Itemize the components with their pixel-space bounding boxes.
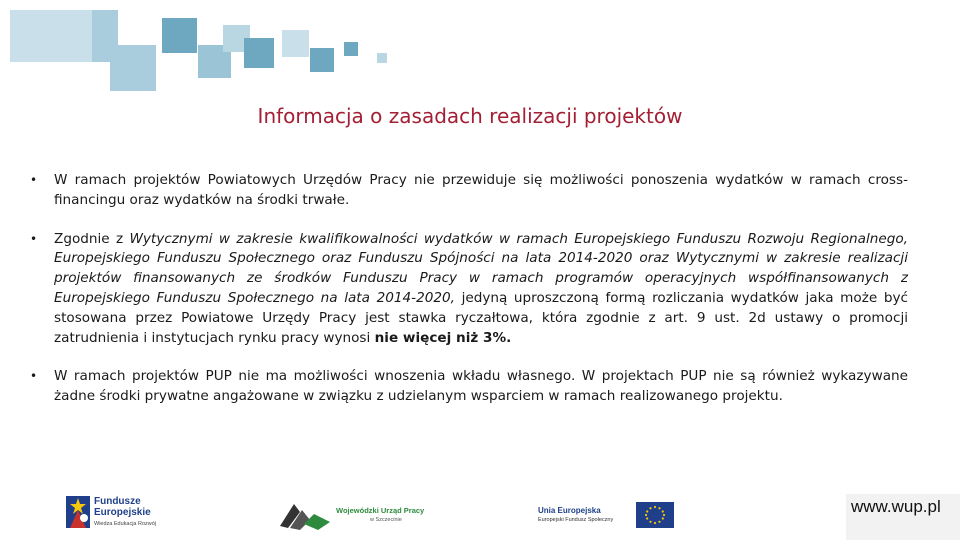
deco-square xyxy=(282,30,309,57)
wup-line2: w Szczecinie xyxy=(370,517,402,523)
ue-line1: Unia Europejska xyxy=(538,506,601,515)
fe-star-icon xyxy=(66,496,90,528)
deco-square xyxy=(377,53,387,63)
wup-logo xyxy=(280,500,440,530)
content-list xyxy=(28,171,908,426)
slide-title: Informacja o zasadach realizacji projektów xyxy=(257,104,683,128)
rate-highlight: nie więcej niż 3%. xyxy=(374,329,512,346)
bullet-text: jedyną uproszczoną formą rozliczania wydatków jaka może być stosowana przez Powiatowe Urzędy Pracy jest stawka ryczałtowa, która zgodnie z art. 9 ust. 2d ustawy o promocji zatrudnienia i instytucjach rynku pracy wynosi xyxy=(54,289,908,346)
bullet-flat-rate xyxy=(28,230,908,349)
deco-square xyxy=(310,48,334,72)
guidelines-reference: Wytycznymi w zakresie kwalifikowalności wydatków w ramach Europejskiego Funduszu Rozwoju Regionalnego, Europejskiego Funduszu Społecznego oraz Funduszu Spójności na lata 2014-2020 oraz Wytycznymi w zakresie realizacji projektów finansowanych ze środków Funduszu Pracy w ramach programów operacyjnych współfinansowanych z Europejskiego Funduszu Społecznego na lata 2014-2020, xyxy=(54,230,908,306)
deco-square xyxy=(344,42,358,56)
website-url: www.wup.pl xyxy=(851,497,941,516)
deco-square xyxy=(162,18,197,53)
fe-line1: Fundusze xyxy=(94,496,141,507)
fe-line3: Wiedza Edukacja Rozwój xyxy=(94,521,157,527)
wup-emblem-icon xyxy=(280,500,332,530)
bullet-text: Zgodnie z xyxy=(54,230,130,247)
deco-square xyxy=(244,38,274,68)
fe-line2: Europejskie xyxy=(94,507,151,518)
bullet-cross-financing: • W ramach projektów Powiatowych Urzędów Pracy nie przewiduje się możliwości ponoszenia wydatków w ramach cross-financingu oraz wydatków na środki trwałe. xyxy=(28,171,908,211)
deco-square xyxy=(110,45,156,91)
bullet-own-contribution: • W ramach projektów PUP nie ma możliwości wnoszenia wkładu własnego. W projektach PUP nie są również wykazywane żadne środki prywatne angażowane w związku z udzielanym wsparciem w ramach realizowanego projektu. xyxy=(28,367,908,407)
wup-line1: Wojewódzki Urząd Pracy xyxy=(336,506,425,515)
eu-flag-icon xyxy=(636,502,674,528)
fundusze-europejskie-logo xyxy=(66,496,176,530)
ue-line2: Europejski Fundusz Społeczny xyxy=(538,517,614,523)
eu-logo xyxy=(538,502,678,530)
